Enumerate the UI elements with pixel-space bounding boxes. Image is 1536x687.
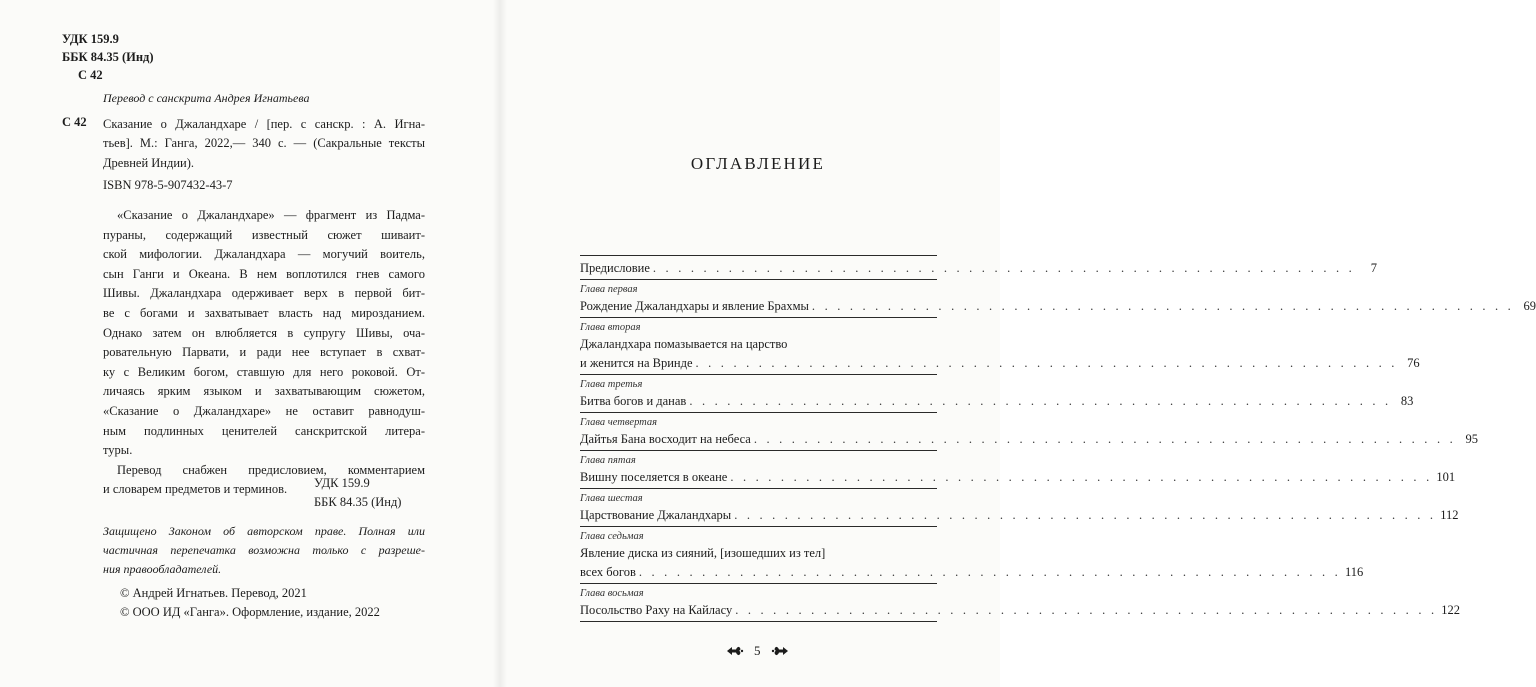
toc-line <box>580 563 1364 582</box>
notice-line: ния правообладателей. <box>103 562 222 576</box>
copyright-translation: © Андрей Игнатьев. Перевод, 2021 <box>120 586 307 600</box>
chapter-title: Джаландхара помазывается на царство <box>580 337 788 351</box>
toc-entry <box>580 584 1461 622</box>
toc-line <box>580 297 1536 316</box>
chapter-label: Глава вторая <box>580 322 641 333</box>
toc-entry <box>580 318 1420 375</box>
leader-dots: . . . . . . . . . . . . . . . . . . . . . . . . . . . . . . . . . . . . . . . . . . . . . . . . . . . . . . . . <box>735 603 1438 617</box>
toc-line <box>580 335 937 354</box>
page-number: 5 <box>754 643 761 658</box>
udk-code: УДК 159.9 <box>62 32 119 46</box>
toc-line <box>580 468 1456 487</box>
toc-line <box>580 392 1414 411</box>
fleuron-left-icon <box>726 644 744 658</box>
annotation-line: ровательную Парвати, и ради нее вступает в схват- <box>103 345 425 360</box>
chapter-title: Вишну поселяется в океане <box>580 470 728 484</box>
leader-dots: . . . . . . . . . . . . . . . . . . . . . . . . . . . . . . . . . . . . . . . . . . . . . . . . . . . . . . . . <box>689 394 1392 408</box>
toc-entry <box>580 280 1536 318</box>
isbn: ISBN 978-5-907432-43-7 <box>103 178 233 192</box>
annotation <box>103 206 425 500</box>
bib-author-mark: С 42 <box>62 115 87 129</box>
page-ref: 116 <box>1344 565 1364 579</box>
leader-dots: . . . . . . . . . . . . . . . . . . . . . . . . . . . . . . . . . . . . . . . . . . . . . . . . . . . . . . . . <box>638 565 1341 579</box>
chapter-label: Глава четвертая <box>580 417 658 428</box>
toc-entry <box>580 259 1377 280</box>
page-ref: 7 <box>1370 261 1377 275</box>
chapter-title: Явление диска из сияний, [изошедших из тел] <box>580 546 826 560</box>
chapter-title: Дайтья Бана восходит на небеса <box>580 432 751 446</box>
page-ref: 122 <box>1441 603 1461 617</box>
annotation-line: ным подлинных ценителей санскритской литера- <box>103 423 425 438</box>
annotation-line: «Сказание о Джаландхаре» — фрагмент из Падма- <box>117 208 425 222</box>
udk-code: УДК 159.9 <box>314 476 370 490</box>
toc-entry <box>580 489 1459 527</box>
chapter-label: Глава шестая <box>580 493 643 504</box>
bib-line: Древней Индии). <box>103 155 195 170</box>
chapter-title: Посольство Раху на Кайласу <box>580 603 733 617</box>
chapter-title: Предисловие <box>580 261 650 275</box>
annotation-line: и словарем предметов и терминов. <box>103 482 288 497</box>
page-ref: 69 <box>1523 299 1536 313</box>
toc-line <box>580 544 937 563</box>
table-of-contents <box>580 255 1536 622</box>
annotation-line: ской мифологии. Джаландхара — могучий воитель, <box>103 247 425 262</box>
author-mark: С 42 <box>78 68 103 82</box>
fleuron-right-icon <box>771 644 789 658</box>
page-footer <box>726 643 789 659</box>
toc-entry <box>580 527 1364 584</box>
page-ref: 95 <box>1465 432 1478 446</box>
annotation-line: пураны, содержащий известный сюжет шиваит- <box>103 227 425 242</box>
leader-dots: . . . . . . . . . . . . . . . . . . . . . . . . . . . . . . . . . . . . . . . . . . . . . . . . . . . . . . . . <box>811 299 1514 313</box>
bbk-code: ББК 84.35 (Инд) <box>314 495 402 509</box>
chapter-title: и женится на Вринде <box>580 356 693 370</box>
toc-rule <box>580 621 937 622</box>
classification-codes <box>62 30 154 84</box>
leader-dots: . . . . . . . . . . . . . . . . . . . . . . . . . . . . . . . . . . . . . . . . . . . . . . . . . . . . . . . . <box>730 470 1433 484</box>
page-ref: 101 <box>1436 470 1456 484</box>
annotation-line: Однако затем он влюбляется в супругу Шивы, оча- <box>103 325 425 340</box>
copyright-publisher: © ООО ИД «Ганга». Оформление, издание, 2022 <box>120 605 380 619</box>
notice-line: частичная перепечатка возможна только с разреше- <box>103 543 425 557</box>
copyright-notice <box>103 522 425 579</box>
toc-line <box>580 506 1459 525</box>
toc-entry <box>580 413 1478 451</box>
chapter-title: Царствование Джаландхары <box>580 508 732 522</box>
chapter-title: всех богов <box>580 565 636 579</box>
leader-dots: . . . . . . . . . . . . . . . . . . . . . . . . . . . . . . . . . . . . . . . . . . . . . . . . . . . . . . . . <box>652 261 1355 275</box>
annotation-line: «Сказание о Джаландхаре» не оставит равнодуш- <box>103 403 425 418</box>
page-ref: 76 <box>1407 356 1420 370</box>
toc-line <box>580 430 1478 449</box>
annotation-line: личаясь ярким языком и захватывающим сюжетом, <box>103 384 425 399</box>
chapter-label: Глава восьмая <box>580 588 644 599</box>
classification-codes-repeat <box>314 474 401 512</box>
notice-line: Защищено Законом об авторском праве. Полная или <box>103 524 425 538</box>
page-ref: 83 <box>1400 394 1414 408</box>
leader-dots: . . . . . . . . . . . . . . . . . . . . . . . . . . . . . . . . . . . . . . . . . . . . . . . . . . . . . . . . <box>753 432 1456 446</box>
annotation-line: туры. <box>103 443 133 458</box>
leader-dots: . . . . . . . . . . . . . . . . . . . . . . . . . . . . . . . . . . . . . . . . . . . . . . . . . . . . . . . . <box>695 356 1398 370</box>
bib-line: тьев]. М.: Ганга, 2022,— 340 с. — (Сакральные тексты <box>103 136 425 151</box>
book-gutter <box>493 0 507 687</box>
toc-title: ОГЛАВЛЕНИЕ <box>690 154 826 173</box>
annotation-line: Перевод снабжен предисловием, комментарием <box>117 462 425 477</box>
annotation-line: сын Ганги и Океана. В нем воплотился гнев самого <box>103 266 425 281</box>
page-ref: 112 <box>1440 508 1459 522</box>
copyright-lines <box>120 584 380 622</box>
chapter-label: Глава пятая <box>580 455 636 466</box>
toc-line <box>580 601 1461 620</box>
toc-top-rule <box>580 255 937 256</box>
bibliographic-record <box>103 115 425 173</box>
chapter-label: Глава седьмая <box>580 531 644 542</box>
chapter-title: Битва богов и данав <box>580 394 687 408</box>
bib-line: Сказание о Джаландхаре / [пер. с санскр. : А. Игна- <box>103 117 425 131</box>
chapter-label: Глава третья <box>580 379 643 390</box>
annotation-line: ве с богами и захватывает власть над мирозданием. <box>103 305 425 320</box>
chapter-label: Глава первая <box>580 284 638 295</box>
toc-entry <box>580 375 1414 413</box>
chapter-title: Рождение Джаландхары и явление Брахмы <box>580 299 809 313</box>
annotation-line: Шивы. Джаландхара одерживает верх в первой бит- <box>103 286 425 301</box>
toc-line <box>580 354 1420 373</box>
translator-credit: Перевод с санскрита Андрея Игнатьева <box>103 91 310 105</box>
annotation-line: ку с Великим богом, ставшую для него роковой. От- <box>103 364 425 379</box>
bbk-code: ББК 84.35 (Инд) <box>62 50 154 64</box>
leader-dots: . . . . . . . . . . . . . . . . . . . . . . . . . . . . . . . . . . . . . . . . . . . . . . . . . . . . . . . . <box>734 508 1437 522</box>
toc-entry <box>580 451 1456 489</box>
toc-line <box>580 259 1377 278</box>
